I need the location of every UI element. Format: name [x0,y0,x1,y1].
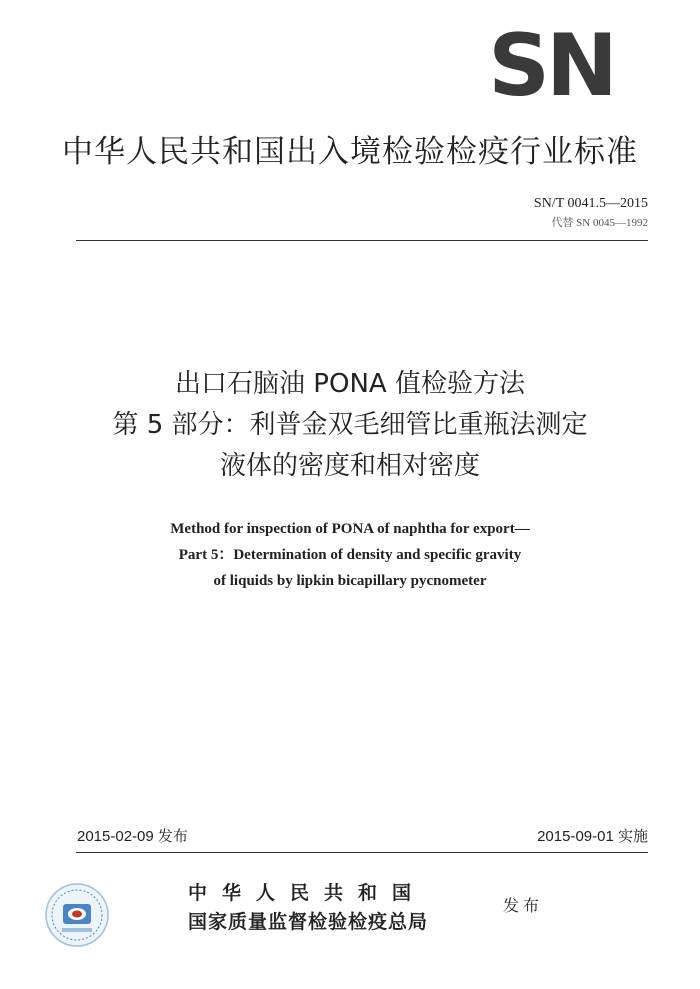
standard-number-block [534,196,648,230]
standard-code: SN/T 0041.5—2015 [533,196,648,211]
chinese-title-line-2: 第 5 部分：利普金双毛细管比重瓶法测定 [112,410,588,440]
bottom-divider [76,852,648,853]
publisher-agency: 国家质量监督检验检疫总局 [188,911,429,933]
publisher-country: 中华人民共和国 [188,882,427,904]
english-title-line-3: of liquids by lipkin bicapillary pycnometer [213,573,487,589]
english-title-line-2: Part 5：Determination of density and specific gravity [178,547,522,563]
chinese-title [0,364,700,487]
replaces-standard: 代替 SN 0045—1992 [551,217,648,229]
issue-date: 2015-02-09 发布 [77,828,188,845]
chinese-title-line-1: 出口石脑油 PONA 值检验方法 [175,369,525,399]
publish-label: 发布 [503,896,544,915]
sn-logo: SN [488,16,614,116]
implementation-date: 2015-09-01 实施 [537,828,648,845]
chinese-title-line-3: 液体的密度和相对密度 [219,451,480,481]
english-title [0,516,700,594]
top-divider [76,240,648,241]
anti-counterfeit-stamp-icon [44,882,110,948]
publisher-block [188,878,428,934]
english-title-line-1: Method for inspection of PONA of naphtha for export— [170,521,530,537]
agency-header: 中华人民共和国出入境检验检疫行业标准 [62,134,638,170]
